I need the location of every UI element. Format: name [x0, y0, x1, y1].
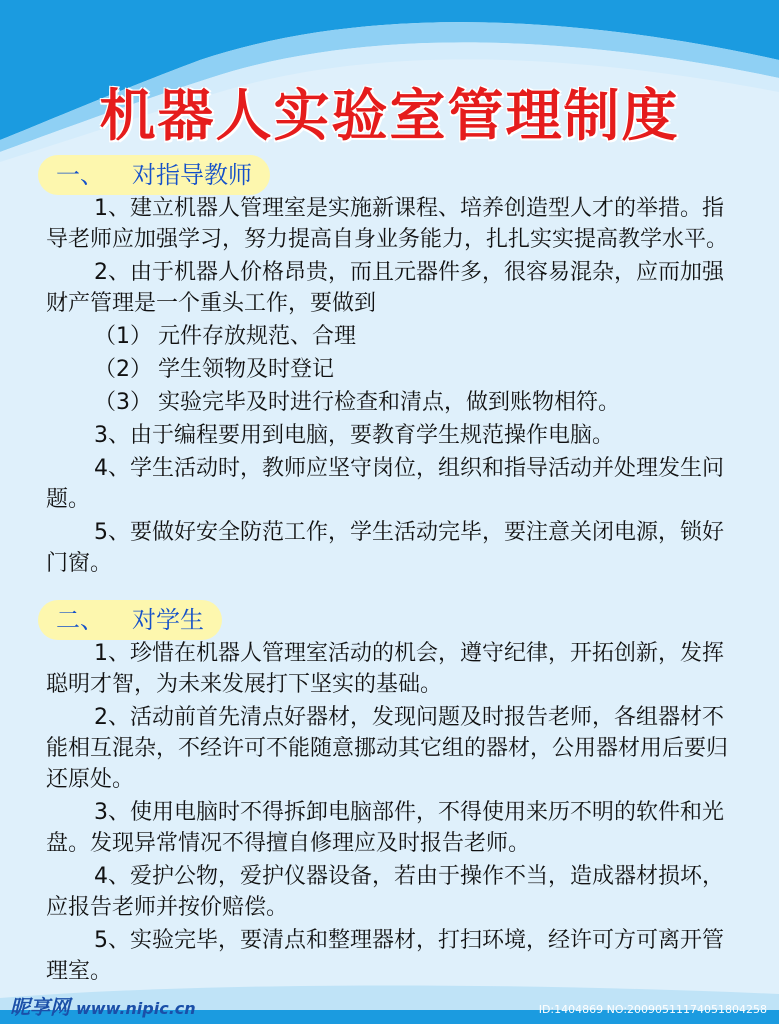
sub-item-number: （2） [94, 357, 152, 382]
image-id-label: ID:1404869 NO:20090511174051804258 [538, 1003, 767, 1016]
sub-item-number: （3） [94, 390, 152, 415]
sub-item [46, 387, 736, 418]
list-item: 3、使用电脑时不得拆卸电脑部件，不得使用来历不明的软件和光盘。发现异常情况不得擅自修理应及时报告老师。 [46, 800, 724, 856]
sub-item-text: 学生领物及时登记 [158, 357, 335, 382]
list-item: 1、珍惜在机器人管理室活动的机会，遵守纪律，开拓创新，发挥聪明才智，为未来发展打下坚实的基础。 [46, 641, 724, 697]
list-item: 4、爱护公物，爱护仪器设备，若由于操作不当，造成器材损坏，应报告老师并按价赔偿。 [46, 864, 724, 920]
section-title: 对学生 [132, 606, 204, 634]
sub-item-number: （1） [94, 324, 152, 349]
list-item: 2、由于机器人价格昂贵，而且元器件多，很容易混杂，应而加强财产管理是一个重头工作，要做到 [46, 260, 724, 316]
watermark-url: www.nipic.cn [76, 999, 196, 1018]
list-item: 3、由于编程要用到电脑，要教育学生规范操作电脑。 [94, 423, 614, 448]
section-heading-students [38, 600, 222, 640]
sub-item-text: 实验完毕及时进行检查和清点，做到账物相符。 [158, 390, 621, 415]
list-item: 2、活动前首先清点好器材，发现问题及时报告老师，各组器材不能相互混杂，不经许可不能随意挪动其它组的器材，公用器材用后要归还原处。 [46, 705, 729, 792]
list-item: 4、学生活动时，教师应坚守岗位，组织和指导活动并处理发生问题。 [46, 456, 724, 512]
section-title: 对指导教师 [132, 161, 252, 189]
sub-item-text: 元件存放规范、合理 [158, 324, 357, 349]
list-item: 1、建立机器人管理室是实施新课程、培养创造型人才的举措。指导老师应加强学习，努力提高自身业务能力，扎扎实实提高教学水平。 [46, 196, 729, 252]
sub-item [46, 321, 736, 352]
student-rules [46, 638, 736, 989]
watermark-brand: 昵享网 [10, 995, 70, 1019]
page-title: 机器人实验室管理制度 [99, 84, 680, 149]
section-number: 二、 [56, 606, 104, 634]
list-item: 5、实验完毕，要清点和整理器材，打扫环境，经许可方可离开管理室。 [46, 928, 724, 984]
teacher-rules [46, 193, 736, 581]
watermark [10, 991, 196, 1020]
section-heading-teachers [38, 155, 270, 195]
section-number: 一、 [56, 161, 104, 189]
list-item: 5、要做好安全防范工作，学生活动完毕，要注意关闭电源，锁好门窗。 [46, 520, 724, 576]
sub-item [46, 354, 736, 385]
